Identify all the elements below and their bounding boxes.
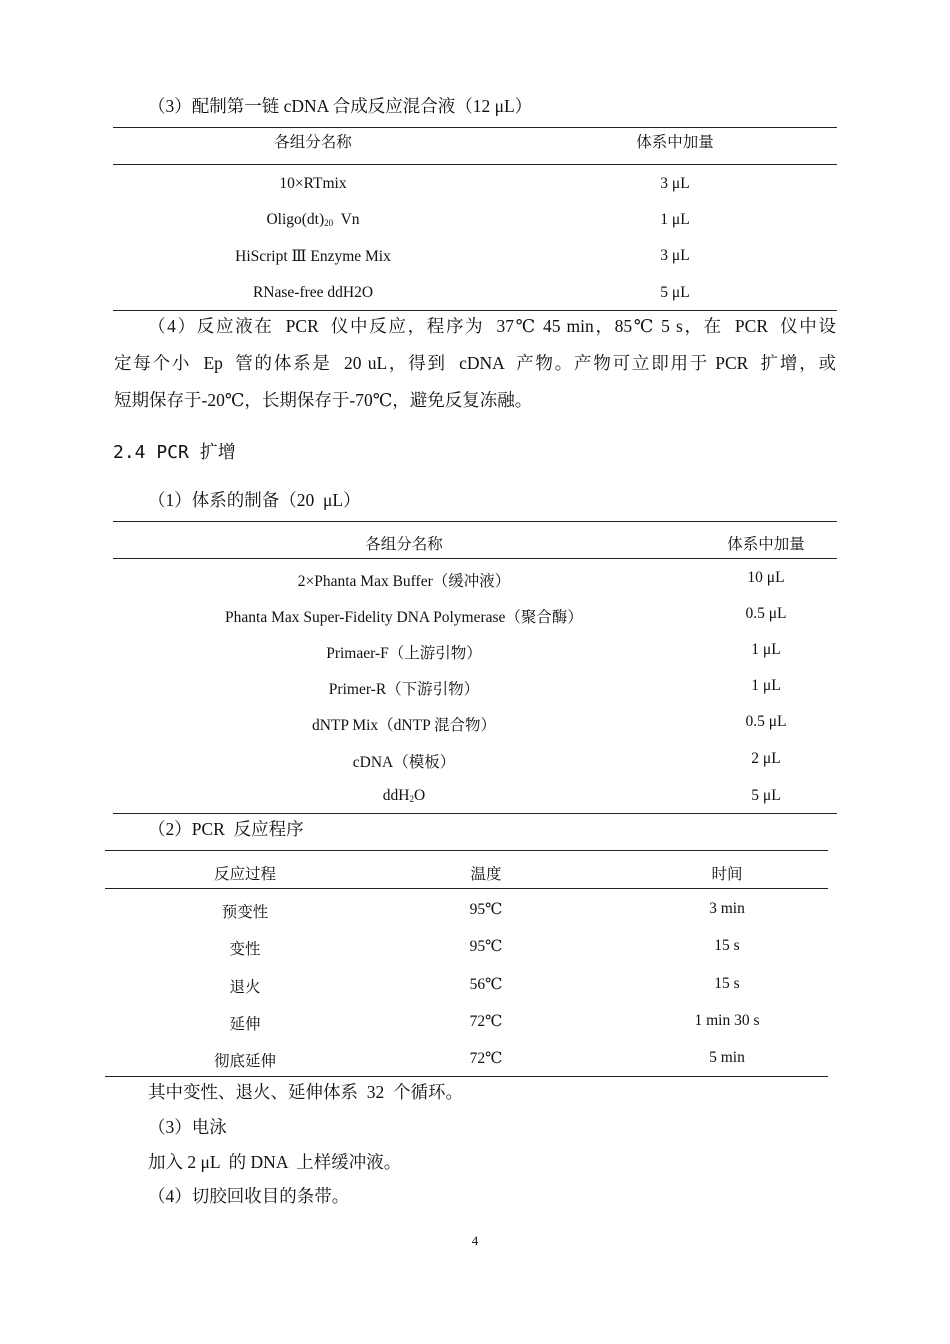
component-name: HiScript Ⅲ Enzyme Mix [235,248,391,265]
cycle-note: 其中变性、退火、延伸体系 32 个循环。 [148,1082,463,1102]
subsection-4-title: （4）切胶回收目的条带。 [148,1186,350,1206]
subsection-3-text: 加入 2 μL 的 DNA 上样缓冲液。 [148,1152,402,1172]
table3-header-time: 时间 [711,866,743,883]
component-amount: 5 μL [751,787,781,804]
component-amount: 3 μL [660,247,690,264]
component-name: $Oligo(dt)_{20}$ Vn [266,211,360,228]
component-name: ddH$_2$O [382,787,426,804]
step-temp: 95℃ [469,901,503,918]
step-name: 变性 [229,941,261,958]
component-amount: 5 μL [660,284,690,301]
step-time: 5 min [709,1049,745,1066]
component-amount: 0.5 μL [745,605,787,622]
component-name: cDNA（模板） [352,754,456,771]
component-amount: 0.5 μL [745,713,787,730]
subsection-2-title: （2）PCR 反应程序 [148,819,304,839]
table3-header-step: 反应过程 [213,866,276,883]
component-name: Primaer-F（上游引物） [326,645,482,662]
table3-bottom-rule [105,1076,828,1077]
component-name: RNase-free ddH2O [252,284,374,301]
table3-top-rule [105,850,828,851]
step-name: 延伸 [229,1016,261,1033]
table3-header-rule [105,888,828,889]
table3-header-temp: 温度 [470,866,502,883]
component-amount: 10 μL [747,569,785,586]
step-temp: 72℃ [469,1013,503,1030]
paragraph-line: （4）反应液在 PCR 仪中反应，程序为 37℃ 45 min，85℃ 5 s，在 PCR 仪中设 [148,316,836,336]
component-name: 2×Phanta Max Buffer（缓冲液） [297,573,511,590]
table2-top-rule [113,521,837,522]
subsection-1-title: （1）体系的制备（20 μL） [148,490,361,510]
table2-header-rule [113,558,837,559]
table1-header-name: 各组分名称 [274,134,352,151]
step-temp: 72℃ [469,1050,503,1067]
component-name: Phanta Max Super-Fidelity DNA Polymerase（聚合酶） [225,609,583,626]
step-name: 预变性 [221,904,269,921]
step-name: 退火 [229,979,261,996]
paragraph-line: 定每个小 Ep 管的体系是 20 uL，得到 cDNA 产物。产物可立即用于 PCR 扩增，或 [114,353,836,373]
subsection-3-title: （3）电泳 [148,1117,227,1137]
table2-header-name: 各组分名称 [365,536,443,553]
step-name: 彻底延伸 [213,1053,276,1070]
component-amount: 2 μL [751,750,781,767]
table1-top-rule [113,127,837,128]
component-amount: 3 μL [660,175,690,192]
step-time: 15 s [714,937,740,954]
step-temp: 56℃ [469,976,503,993]
component-amount: 1 μL [751,677,781,694]
table1-header-rule [113,164,837,165]
component-name: 10×RTmix [279,175,347,192]
table2-header-amount: 体系中加量 [727,536,805,553]
page-number: 4 [471,1233,479,1248]
section-heading: 2.4 PCR 扩增 [113,442,236,463]
component-amount: 1 μL [660,211,690,228]
step-temp: 95℃ [469,938,503,955]
step-time: 3 min [709,900,745,917]
section-3-title: （3）配制第一链 cDNA 合成反应混合液（12 μL） [148,96,533,116]
table1-bottom-rule [113,310,837,311]
step-time: 15 s [714,975,740,992]
component-name: dNTP Mix（dNTP 混合物） [311,717,496,734]
step-time: 1 min 30 s [694,1012,760,1029]
paragraph-line: 短期保存于-20℃，长期保存于-70℃，避免反复冻融。 [114,390,533,410]
component-amount: 1 μL [751,641,781,658]
component-name: Primer-R（下游引物） [328,681,480,698]
table2-bottom-rule [113,813,837,814]
table1-header-amount: 体系中加量 [636,134,714,151]
